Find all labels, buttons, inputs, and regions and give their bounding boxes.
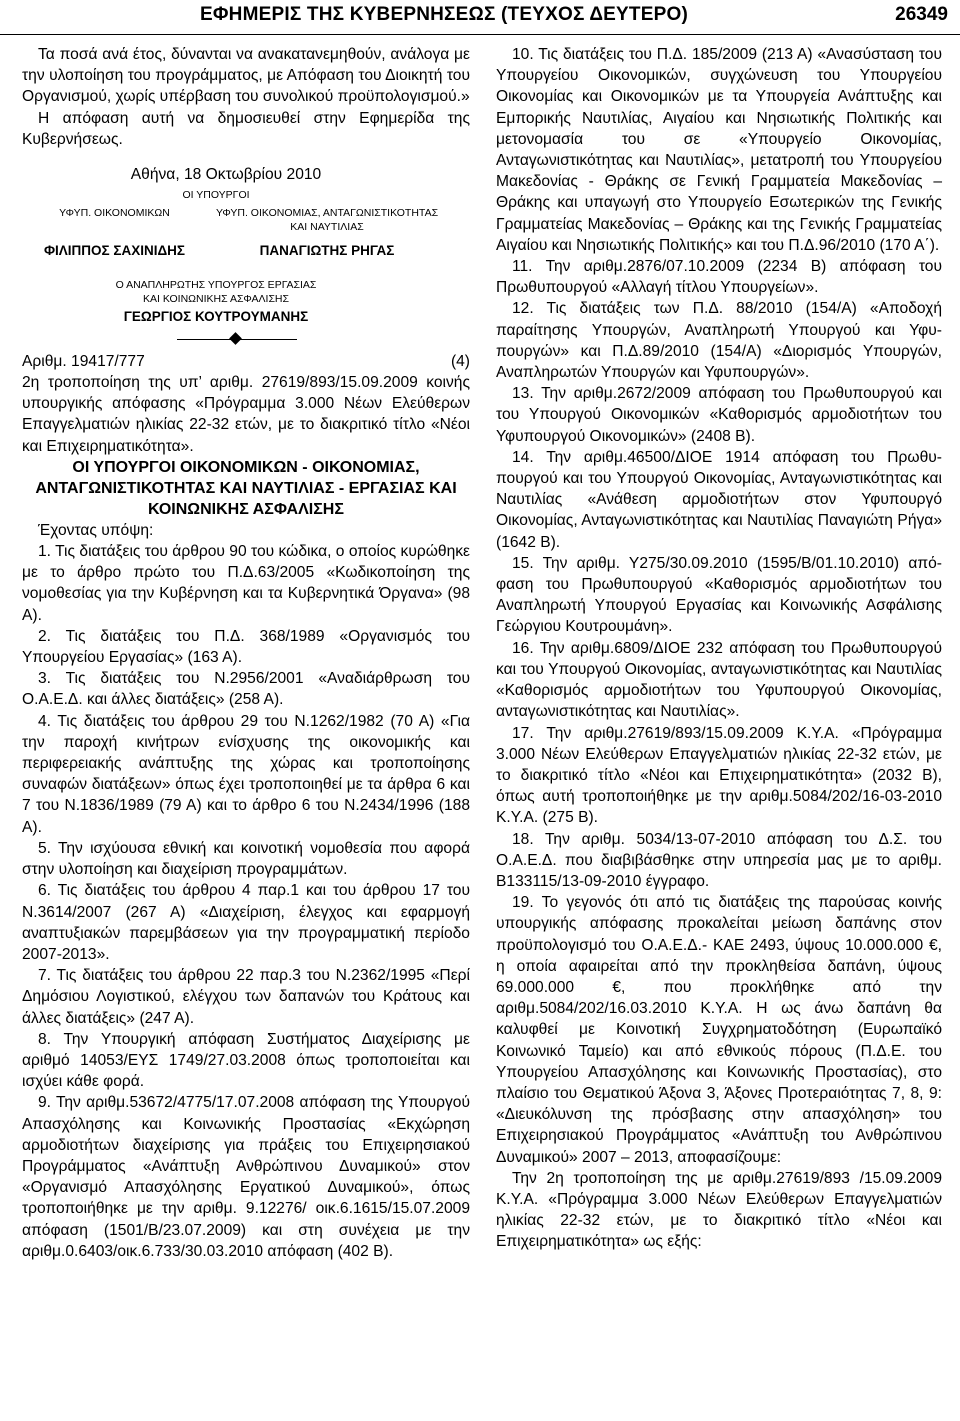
list-item: 17. Την αριθμ.27619/893/15.09.2009 Κ.Υ.Α. «Πρόγραμμα 3.000 Νέων Ελεύθερων Επαγγελματιών ηλικίας 22-32 ετών, με το διακριτικό τίτλο «Νέοι και Επιχειρηματικότητα» (2032 Β), όπως αυτή τροποποιήθηκε με την αριθμ.5084/202/16-03-2010 Κ.Υ.Α. (275 Β). [496,724,942,827]
sig-right-title: ΥΦΥΠ. ΟΙΚΟΝΟΜΙΑΣ, ΑΝΤΑΓΩΝΙΣΤΙΚΟΤΗΤΑΣ ΚΑΙ ΝΑΥΤΙΛΙΑΣ [215,207,439,234]
list-item: 9. Την αριθμ.53672/4775/17.07.2008 απόφαση της Υπουργού Απασχόλησης και Κοινωνικής Προστασίας «Εκχώρηση αρμοδιοτήτων διαχείρισης για πράξεις του Επιχειρησιακού Προγράμματος «Ανάπτυξη Ανθρώπινου Δυναμικού» στον «Οργανισμό Απασχόλησης Εργατικού Δυναμικού», όπως τροποποιήθηκε με την αριθμ. 9.12276/ οικ.6.1615/15.07.2009 απόφαση (1501/Β/23.07.2009) και στη συνέχεια με την αριθμ.0.6403/οικ.6.733/30.03.2010 απόφαση (402 Β). [22,1094,470,1260]
decision-subject: 2η τροποποίηση της υπ’ αριθμ. 27619/893/15.09.2009 κοινής υπουργικής απόφασης «Πρόγραμμα 3.000 Νέων Ελεύθερων Επαγγελματιών ηλικίας 22-32 ετών, με το διακριτικό τίτλο «Νέοι και Επιχειρηματικότητα». [22,374,470,455]
list-item: 4. Τις διατάξεις του άρθρου 29 του Ν.1262/1982 (70 Α) «Για την παροχή κινήτρων ενίσχυσης της οικονομικής και περιφερειακής ανάπτυξης της χώρας και τροποποίησης συναφών διατάξεων» όπως έχει τροποποιηθεί με τα άρθρα 6 και 7 του Ν.1836/1989 (79 Α) και το άρθρο 6 του Ν.2434/1996 (188 Α). [22,712,470,836]
section-divider [177,333,297,347]
diamond-icon [229,332,242,345]
list-item: 3. Τις διατάξεις του Ν.2956/2001 «Αναδιάρθρωση του Ο.Α.Ε.Δ. και άλλες διατάξεις» (258 Α). [22,670,470,709]
sig-left-title: ΥΦΥΠ. ΟΙΚΟΝΟΜΙΚΩΝ [59,207,170,220]
date-line: Αθήνα, 18 Οκτωβρίου 2010 [130,166,322,184]
decision-index: (4) [450,352,470,370]
list-item: 6. Τις διατάξεις του άρθρου 4 παρ.1 και του άρθρου 17 του Ν.3614/2007 (267 Α) «Διαχείριση, έλεγχος και εφαρμογή αναπτυξιακών παρεμβάσεων για την προγραμματική περίοδο 2007-2013». [22,882,470,963]
list-item: 5. Την ισχύουσα εθνική και κοινοτική νομοθεσία που αφορά στην υλοποίηση και διαχείριση προγραμμάτων. [22,839,470,879]
gazette-title: ΕΦΗΜΕΡΙΣ ΤΗΣ ΚΥΒΕΡΝΗΣΕΩΣ (ΤΕΥΧΟΣ ΔΕΥΤΕΡΟ) [200,4,688,25]
list-item: 15. Την αριθμ. Υ275/30.09.2010 (1595/Β/01.10.2010) απόφαση του Πρωθυπουργού «Καθορισμός αρμοδιοτήτων του Αναπληρωτή Υπουργού Εργασίας και Κοινωνικής Ασφάλισης Γεώργιου Κουτρουμάνη». [496,554,942,636]
right-column [496,44,942,1253]
deputy-name: ΓΕΩΡΓΙΟΣ ΚΟΥΤΡΟΥΜΑΝΗΣ [123,308,309,324]
list-item: 10. Τις διατάξεις του Π.Δ. 185/2009 (213 Α) «Ανασύσταση του Υπουργείου Οικονομικών, συγχώνευση του Υπουργείου Οικονομίας και Οικονομικών με τα Υπουργεία Ανάπτυξης και Εμπορικής Ναυτιλίας, Αιγαίου και Νησιωτικής Πολιτικής και μετονομασία του σε «Υπουργείο Οικονομίας, Ανταγωνιστικότητας και Ναυτιλίας», μετατροπή του Υπουργείου Μακεδονίας - Θράκης σε Γενική Γραμματεία Μακεδονίας – Θράκης και υπαγωγή στο Υπουργείο Εσωτερικών της Γενικής Γραμματείας Μακεδονίας – Θράκης και της Γενικής Γραμματείας Αιγαίου και Νησιωτικής Πολιτικής» και του Π.Δ.96/2010 (170 Α΄). [496,46,942,254]
page-header [0,0,960,35]
list-item: 13. Την αριθμ.2672/2009 απόφαση του Πρωθυπουργού και του Υπουργού Οικονομικών «Καθορισμός αρμοδιοτήτων του Υφυπουργού Οικονομικών» (2408 Β). [496,385,942,445]
list-item: 12. Τις διατάξεις των Π.Δ. 88/2010 (154/Α) «Αποδοχή παραίτησης Υπουργών, Αναπληρωτή Υπουργού και Υφυπουργών» και Π.Δ.89/2010 (154/Α) «Διορισμός Υπουργών, Αναπληρωτών Υπουργών και Υφυπουργών». [496,300,942,382]
decision-header [22,351,470,372]
list-item: 2. Τις διατάξεις του Π.Δ. 368/1989 «Οργανισμός του Υπουργείου Εργασίας» (163 Α). [22,627,470,667]
list-item: 1. Τις διατάξεις του άρθρου 90 του κώδικα, ο οποίος κυρώθηκε με το άρθρο πρώτο του Π.Δ.63/2005 «Κωδικοποίηση της νομοθεσίας για την Κυβέρνηση και τα Κυβερνητικά Όργανα» (98 Α). [22,543,470,624]
intro-paragraph: Τα ποσά ανά έτος, δύνανται να ανακατανεμηθούν, ανάλογα με την υλοποίηση του προγράμματος, με Απόφαση του Διοικητή του Οργανισμού, χωρίς υπέρβαση του συνολικού προϋπολογισμού.» [22,46,470,106]
ministers-label: ΟΙ ΥΠΟΥΡΓΟΙ [182,189,250,202]
sig-left-name: ΦΙΛΙΠΠΟΣ ΣΑΧΙΝΙΔΗΣ [43,243,186,259]
left-column [22,44,470,1262]
list-item: 16. Την αριθμ.6809/ΔΙΟΕ 232 απόφαση του Πρωθυπουργού και του Υπουργού Οικονομίας, ανταγωνιστικότητας και Ναυτιλίας «Καθορισμός αρμοδιοτήτων του Υφυπουργού Οικονομίας, ανταγωνιστικότητας και Ναυτιλίας». [496,639,942,721]
ministers-heading: ΟΙ ΥΠΟΥΡΓΟΙ ΟΙΚΟΝΟΜΙΚΩΝ - ΟΙΚΟΝΟΜΙΑΣ, ΑΝΤΑΓΩΝΙΣΤΙΚΟΤΗΤΑΣ ΚΑΙ ΝΑΥΤΙΛΙΑΣ - ΕΡΓΑΣΙΑΣ ΚΑΙ ΚΟΙΝΩΝΙΚΗΣ ΑΣΦΑΛΙΣΗΣ [35,458,457,518]
having-in-mind: Έχοντας υπόψη: [38,521,154,539]
list-item: 7. Τις διατάξεις του άρθρου 22 παρ.3 του Ν.2362/1995 «Περί Δημόσιου Λογιστικού, ελέγχου των δαπανών του Κράτους και άλλες διατάξεις» (247 Α). [22,967,470,1027]
publish-paragraph: Η απόφαση αυτή να δημοσιευθεί στην Εφημερίδα της Κυβερνήσεως. [22,109,470,148]
page-number: 26349 [895,4,948,25]
list-item: 14. Την αριθμ.46500/ΔΙΟΕ 1914 απόφαση του Πρωθυπουργού και του Υπουργού Οικονομίας, Ανταγωνιστικότητας και Ναυτιλίας «Ανάθεση αρμοδιοτήτων στον Υφυπουργό Οικονομίας, Ανταγωνιστικότητας και Ναυτιλίας Παναγιώτη Ρήγα» (1642 Β). [496,448,942,551]
deputy-title-1: Ο ΑΝΑΠΛΗΡΩΤΗΣ ΥΠΟΥΡΓΟΣ ΕΡΓΑΣΙΑΣ [115,278,317,291]
deputy-title-2: ΚΑΙ ΚΟΙΝΩΝΙΚΗΣ ΑΣΦΑΛΙΣΗΣ [142,292,290,305]
list-item: 18. Την αριθμ. 5034/13-07-2010 απόφαση του Δ.Σ. του Ο.Α.Ε.Δ. που διαβιβάσθηκε στην υπηρεσία μας με το αριθμ. Β133115/13-09-2010 έγγραφο. [496,830,942,890]
list-item: 8. Την Υπουργική απόφαση Συστήματος Διαχείρισης με αριθμό 14053/ΕΥΣ 1749/27.03.2008 όπως τροποποιείται και ισχύει κάθε φορά. [22,1030,470,1091]
signature-names [22,240,470,261]
sig-right-name: ΠΑΝΑΓΙΩΤΗΣ ΡΗΓΑΣ [259,243,395,259]
list-item: Την 2η τροποποίηση της με αριθμ.27619/893 /15.09.2009 Κ.Υ.Α. «Πρόγραμμα 3.000 Νέων Ελεύθερων Επαγγελματιών ηλικίας 22-32 ετών, με το διακριτικό τίτλο «Νέοι και Επιχειρηματικότητα» ως εξής: [496,1169,942,1251]
signature-titles [22,206,470,234]
list-item: 11. Την αριθμ.2876/07.10.2009 (2234 Β) απόφαση του Πρωθυπουργού «Αλλαγή τίτλου Υπουργείων». [496,258,942,297]
decision-number: Αριθμ. 19417/777 [22,352,145,370]
list-item: 19. Το γεγονός ότι από τις διατάξεις της παρούσας κοινής υπουργικής απόφασης προκαλείται μείωση δαπάνης στον προϋπολογισμό του Ο.Α.Ε.Δ.- ΚΑΕ 2493, ύψους 10.000.000 €, η οποία αφαιρείται από την προκληθείσα δαπάνη, ύψους 69.000.000 €, που προκλήθηκε από την αριθμ.5084/202/16.03.2010 Κ.Υ.Α. Η ως άνω δαπάνη θα καλυφθεί με Κοινοτική Συγχρηματοδότηση (Ευρωπαϊκό Κοινωνικό Ταμείο) και από εθνικούς πόρους (Π.Δ.Ε. του Υπουργείου Απασχόλησης και Κοινωνικής Προστασίας), στο πλαίσιο του Θεματικού Άξονα 3, Άξονες Προτεραιότητας 7, 8, 9: «Διευκόλυνση της πρόσβασης στην απασχόληση» του Επιχειρησιακού Προγράμματος «Ανάπτυξη του Ανθρώπινου Δυναμικού» 2007 – 2013, αποφασίζουμε: [496,894,942,1166]
